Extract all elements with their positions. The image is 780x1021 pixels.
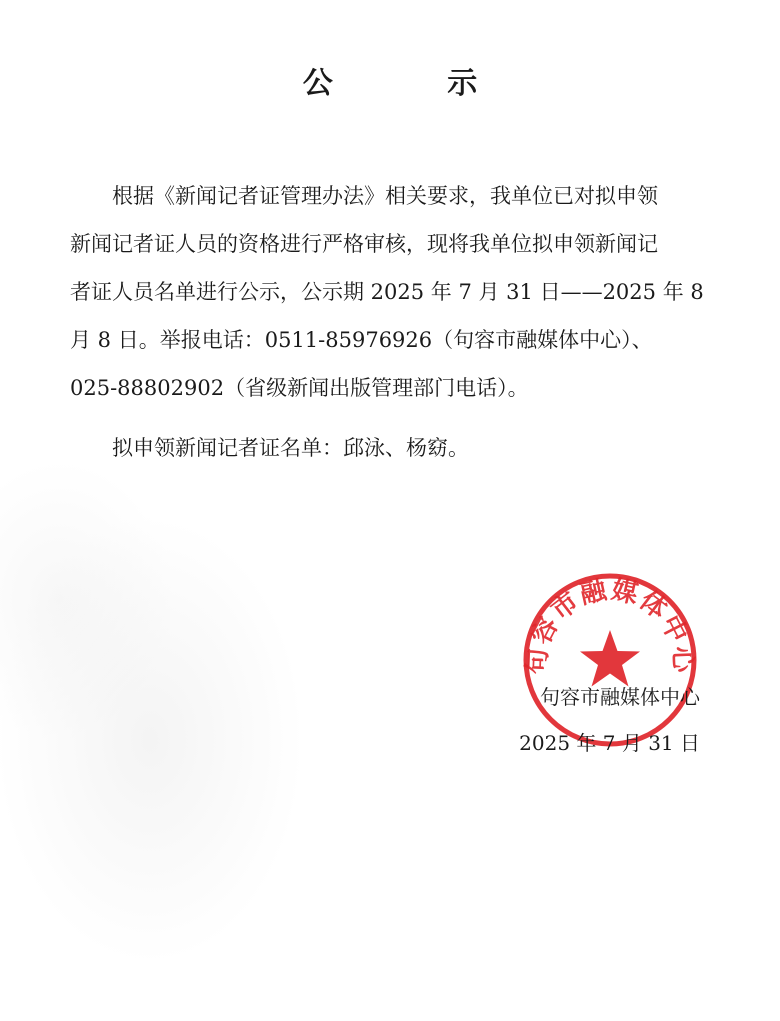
signature-date: 2025 年 7 月 31 日 [519, 731, 700, 755]
announcement-body [70, 172, 704, 412]
seal-text: 句容市融媒体中心 [522, 574, 698, 675]
body-line: 025-88802902（省级新闻出版管理部门电话）。 [70, 376, 529, 400]
body-line: 者证人员名单进行公示，公示期 2025 年 7 月 31 日——2025 年 8 [70, 280, 704, 304]
body-line: 根据《新闻记者证管理办法》相关要求，我单位已对拟申领 [112, 184, 658, 208]
signature-block [510, 674, 700, 766]
signature-org: 句容市融媒体中心 [540, 685, 700, 709]
body-line: 月 8 日。举报电话：0511-85976926（句容市融媒体中心）、 [70, 328, 653, 352]
document-title: 公 示 [302, 66, 530, 101]
body-line: 新闻记者证人员的资格进行严格审核，现将我单位拟申领新闻记 [70, 232, 658, 256]
applicant-name-list: 拟申领新闻记者证名单：邱泳、杨窈。 [112, 436, 469, 460]
